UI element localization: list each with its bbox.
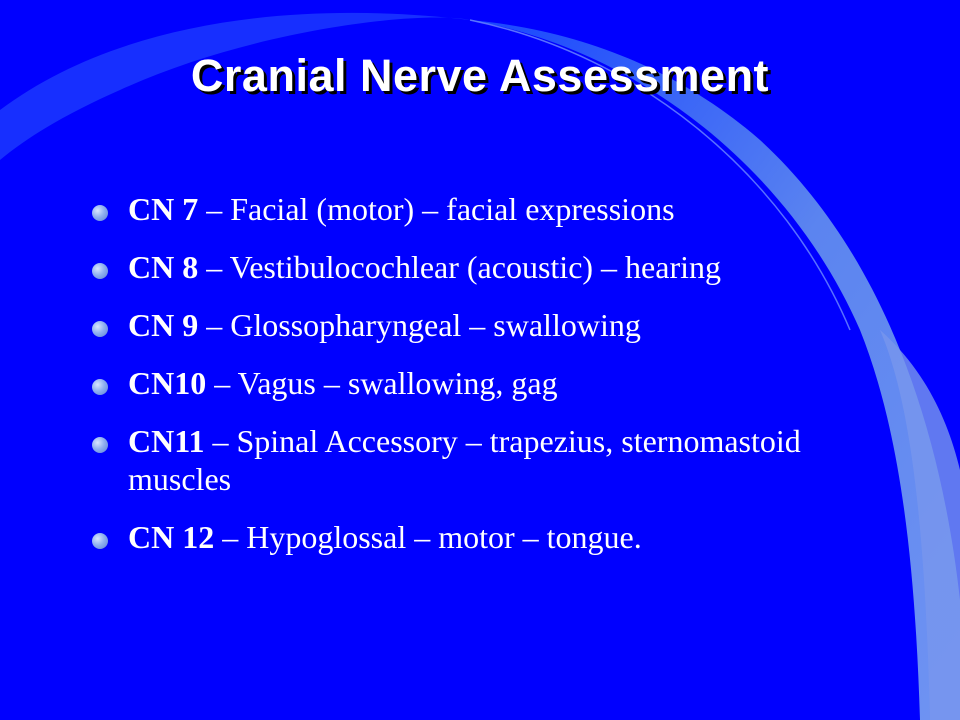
nerve-description: – Facial (motor) – facial expressions bbox=[198, 191, 675, 227]
nerve-label: CN11 bbox=[128, 423, 205, 459]
slide-title: Cranial Nerve Assessment bbox=[190, 50, 770, 101]
bullet-list bbox=[92, 190, 852, 576]
bullet-dot-icon bbox=[92, 533, 108, 549]
nerve-description: – Hypoglossal – motor – tongue. bbox=[214, 519, 642, 555]
nerve-label: CN 12 bbox=[128, 519, 215, 555]
list-item bbox=[92, 190, 852, 228]
nerve-description: – Vagus – swallowing, gag bbox=[206, 365, 558, 401]
nerve-label: CN10 bbox=[128, 365, 207, 401]
nerve-description: – Spinal Accessory – trapezius, sternomastoid muscles bbox=[128, 423, 801, 497]
bullet-dot-icon bbox=[92, 205, 108, 221]
bullet-dot-icon bbox=[92, 263, 108, 279]
bullet-dot-icon bbox=[92, 379, 108, 395]
list-item bbox=[92, 422, 852, 498]
nerve-description: – Glossopharyngeal – swallowing bbox=[198, 307, 641, 343]
nerve-label: CN 8 bbox=[128, 249, 199, 285]
nerve-description: – Vestibulocochlear (acoustic) – hearing bbox=[198, 249, 721, 285]
bullet-dot-icon bbox=[92, 321, 108, 337]
list-item bbox=[92, 248, 852, 286]
list-item bbox=[92, 518, 852, 556]
nerve-label: CN 7 bbox=[128, 191, 199, 227]
bullet-dot-icon bbox=[92, 437, 108, 453]
nerve-label: CN 9 bbox=[128, 307, 199, 343]
list-item bbox=[92, 306, 852, 344]
list-item bbox=[92, 364, 852, 402]
